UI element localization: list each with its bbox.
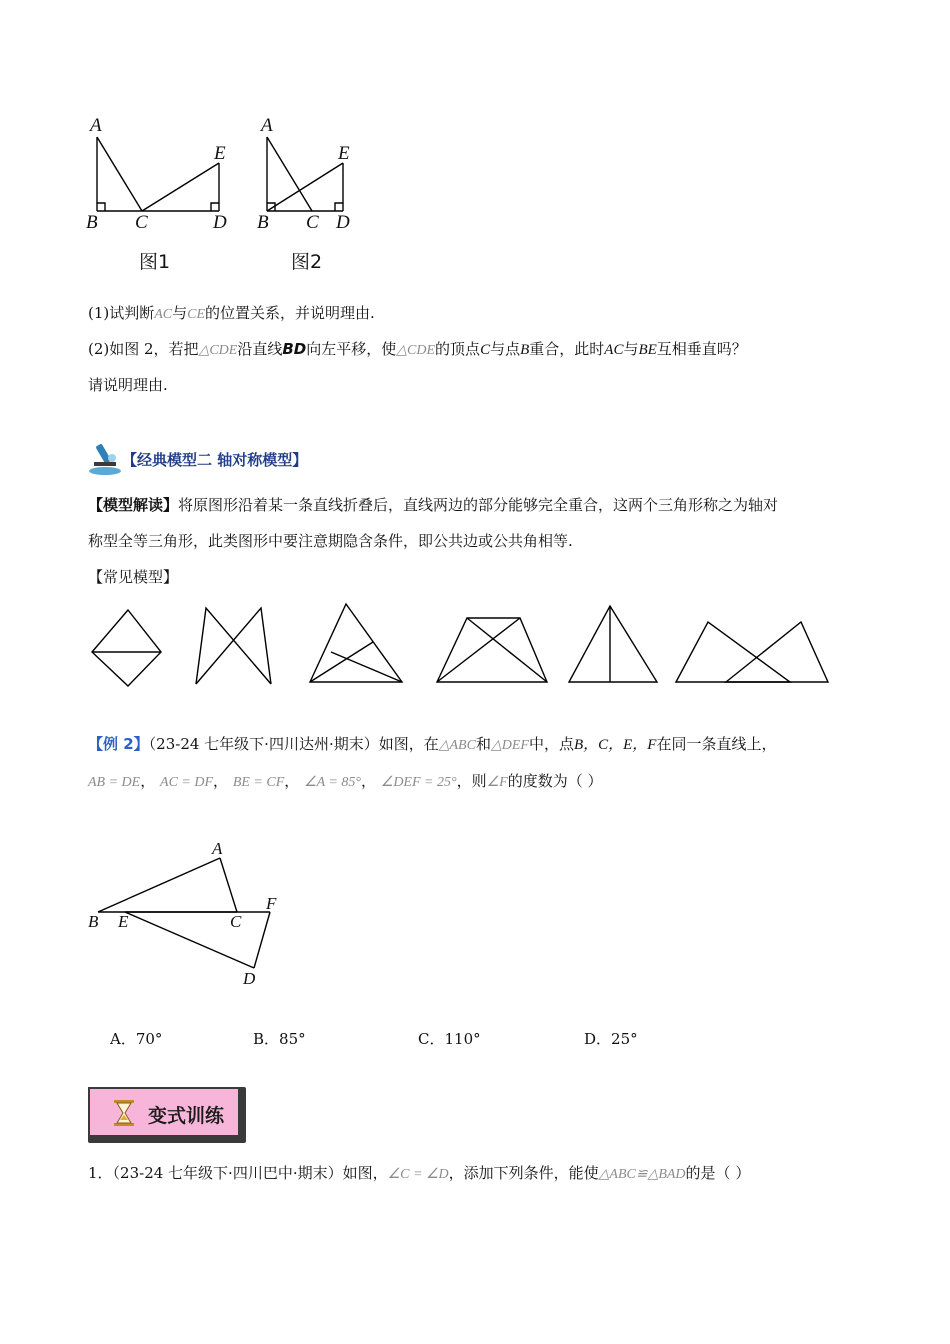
- figure-example-2: [80, 840, 300, 990]
- fig3-label-A: A: [212, 839, 223, 858]
- choice-d[interactable]: D．25°: [584, 1030, 638, 1048]
- practice-badge-inner: [88, 1087, 240, 1137]
- example-2-line1: 【例 2】（23-24 七年级下·四川达州·期末）如图，在△ABC和△DEF中，点B，C，E，F在同一条直线上，: [88, 735, 777, 753]
- choice-c[interactable]: C．110°: [418, 1030, 481, 1048]
- question-1: (1)试判断AC与CE的位置关系，并说明理由.: [88, 304, 375, 322]
- model-reading-line1: 【模型解读】将原图形沿着某一条直线折叠后，直线两边的部分能够完全重合，这两个三角形称之为轴对: [88, 496, 779, 514]
- fig1-label-B: B: [86, 212, 98, 233]
- question-2: (2)如图 2，若把△CDE沿直线BD向左平移，使△CDE的顶点C与点B重合，此时AC与BE互相垂直吗？: [88, 340, 747, 358]
- common-models-figures: [88, 598, 838, 690]
- fig1-label-A: A: [90, 115, 102, 136]
- fig3-label-B: B: [88, 912, 99, 931]
- section-title-axial-symmetry: 【经典模型二 轴对称模型】: [122, 451, 308, 469]
- fig1-label-C: C: [135, 212, 148, 233]
- fig2-label-A: A: [261, 115, 273, 136]
- practice-title: 变式训练: [148, 1105, 225, 1127]
- question-2-line2: 请说明理由.: [88, 376, 168, 394]
- fig2-label-B: B: [257, 212, 269, 233]
- fig3-label-D: D: [243, 969, 256, 988]
- microscope-icon: [86, 440, 124, 476]
- fig1-caption: 图1: [139, 251, 171, 273]
- hourglass-icon: [112, 1099, 136, 1127]
- fig1-label-E: E: [214, 143, 226, 164]
- fig2-label-D: D: [336, 212, 350, 233]
- fig3-label-C: C: [230, 912, 242, 931]
- fig2-label-E: E: [338, 143, 350, 164]
- fig3-label-E: E: [118, 912, 129, 931]
- fig2-caption: 图2: [291, 251, 323, 273]
- practice-badge: [88, 1087, 246, 1143]
- problem-1: 1．（23-24 七年级下·四川巴中·期末）如图，∠C = ∠D，添加下列条件，能使△ABC≌△BAD的是（ ）: [88, 1164, 751, 1182]
- fig2-label-C: C: [306, 212, 319, 233]
- fig3-label-F: F: [266, 894, 277, 913]
- example-2-line2: AB = DE， AC = DF， BE = CF， ∠A = 85°， ∠DEF = 25°，则∠F的度数为（ ）: [88, 772, 603, 790]
- common-models-label: 【常见模型】: [88, 568, 179, 586]
- choice-b[interactable]: B．85°: [253, 1030, 306, 1048]
- fig1-label-D: D: [213, 212, 227, 233]
- figure-1-2: [80, 110, 370, 280]
- choice-a[interactable]: A．70°: [110, 1030, 163, 1048]
- model-reading-line2: 称型全等三角形，此类图形中要注意期隐含条件，即公共边或公共角相等.: [88, 532, 573, 550]
